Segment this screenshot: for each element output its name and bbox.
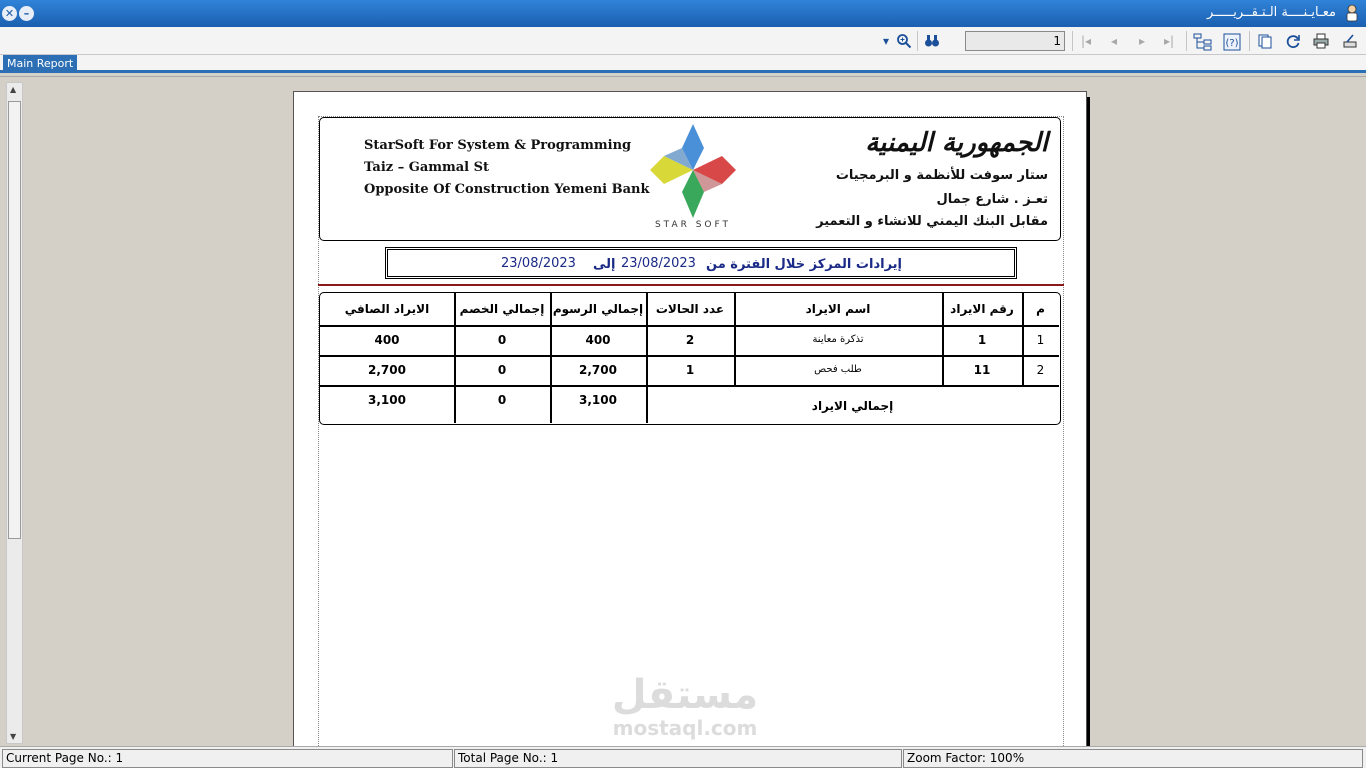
report-toolbar xyxy=(0,27,1366,55)
last-page-icon[interactable]: ▸| xyxy=(1163,34,1175,48)
report-page xyxy=(293,91,1087,751)
header-fees-total: إجمالي الرسوم xyxy=(552,302,644,316)
help-icon[interactable] xyxy=(1221,31,1243,51)
previous-page-icon[interactable]: ◂ xyxy=(1110,34,1118,48)
table-cell: 0 xyxy=(497,333,507,347)
company-address-en: Taiz – Gammal St xyxy=(364,160,490,175)
divider-rule xyxy=(318,284,1064,286)
table-cell: 400 xyxy=(374,333,400,347)
window-title: معـايـنــــة الـتـقــريـــــر xyxy=(1206,5,1336,20)
zoom-icon[interactable] xyxy=(894,31,914,51)
zoom-dropdown-arrow-icon[interactable]: ▾ xyxy=(882,34,890,48)
total-fees: 3,100 xyxy=(579,393,617,407)
starsoft-logo xyxy=(626,124,760,228)
print-icon[interactable] xyxy=(1311,31,1331,51)
header-revenue-no: رقم الايراد xyxy=(950,302,1014,316)
table-cell: 400 xyxy=(585,333,611,347)
table-cell: 2,700 xyxy=(579,363,617,377)
scroll-up-icon[interactable]: ▲ xyxy=(10,85,17,94)
to-date: 23/08/2023 xyxy=(501,256,576,271)
zoom-factor-status: Zoom Factor: 100% xyxy=(903,749,1363,768)
export-icon[interactable] xyxy=(1255,31,1275,51)
report-header xyxy=(319,117,1061,241)
watermark xyxy=(600,674,770,744)
company-location-ar: مقابل البنك اليمني للانشاء و التعمير xyxy=(816,214,1048,229)
total-label: إجمالي الايراد xyxy=(811,399,894,413)
table-cell: 2 xyxy=(1036,363,1045,377)
window-titlebar xyxy=(0,0,1366,27)
find-binoculars-icon[interactable] xyxy=(921,31,943,51)
table-cell: 2,700 xyxy=(368,363,406,377)
scroll-down-icon[interactable]: ▼ xyxy=(10,732,17,741)
tab-main-report[interactable]: Main Report xyxy=(3,55,77,73)
table-cell: طلب فحص xyxy=(814,364,862,375)
page-number-input[interactable]: 1 xyxy=(965,31,1065,51)
first-page-icon[interactable]: |◂ xyxy=(1080,34,1092,48)
company-address-ar: تعـز . شارع جمال xyxy=(936,192,1048,207)
total-pages-status: Total Page No.: 1 xyxy=(454,749,902,768)
report-title: إيرادات المركز خلال الفترة من xyxy=(706,257,902,272)
report-title-box xyxy=(385,247,1017,279)
company-location-en: Opposite Of Construction Yemeni Bank xyxy=(364,182,650,197)
revenue-table xyxy=(319,292,1061,425)
table-cell: 2 xyxy=(685,333,695,347)
header-revenue-name: اسم الايراد xyxy=(805,302,871,316)
total-discount: 0 xyxy=(497,393,507,407)
refresh-icon[interactable] xyxy=(1283,31,1303,51)
minimize-icon[interactable]: – xyxy=(19,6,34,21)
next-page-icon[interactable]: ▸ xyxy=(1138,34,1146,48)
status-bar xyxy=(0,746,1366,768)
header-discount-total: إجمالي الخصم xyxy=(459,302,545,316)
table-cell: 1 xyxy=(1036,333,1045,347)
header-net-revenue: الايراد الصافي xyxy=(344,302,430,316)
report-tabstrip xyxy=(0,55,1366,73)
table-cell: 1 xyxy=(685,363,695,377)
watermark-en: mostaql.com xyxy=(612,716,758,740)
header-num: م xyxy=(1036,302,1045,316)
page-setup-icon[interactable] xyxy=(1340,31,1360,51)
table-cell: 11 xyxy=(973,363,991,377)
scrollbar-thumb[interactable] xyxy=(8,101,21,539)
from-date: 23/08/2023 xyxy=(621,256,696,271)
total-net-revenue: 3,100 xyxy=(368,393,406,407)
close-icon[interactable]: ✕ xyxy=(2,6,17,21)
vertical-scrollbar[interactable] xyxy=(6,82,23,744)
logo-text: STAR SOFT xyxy=(654,220,732,228)
group-tree-icon[interactable] xyxy=(1191,31,1215,51)
app-user-icon xyxy=(1344,4,1360,22)
svg-text:(?): (?) xyxy=(1225,38,1239,49)
table-cell: 0 xyxy=(497,363,507,377)
current-page-status: Current Page No.: 1 xyxy=(2,749,453,768)
header-cases: عدد الحالات xyxy=(655,302,725,316)
company-name-en: StarSoft For System & Programming xyxy=(364,138,632,153)
watermark-ar: مستقل xyxy=(611,672,759,718)
table-cell: 1 xyxy=(977,333,987,347)
company-name-ar: ستار سوفت للأنظمة و البرمجيات xyxy=(835,168,1048,183)
yemen-republic-calligraphy: الجمهورية اليمنية xyxy=(865,128,1048,158)
table-cell: تذكرة معاينة xyxy=(812,334,864,345)
to-label: إلى xyxy=(593,257,616,272)
